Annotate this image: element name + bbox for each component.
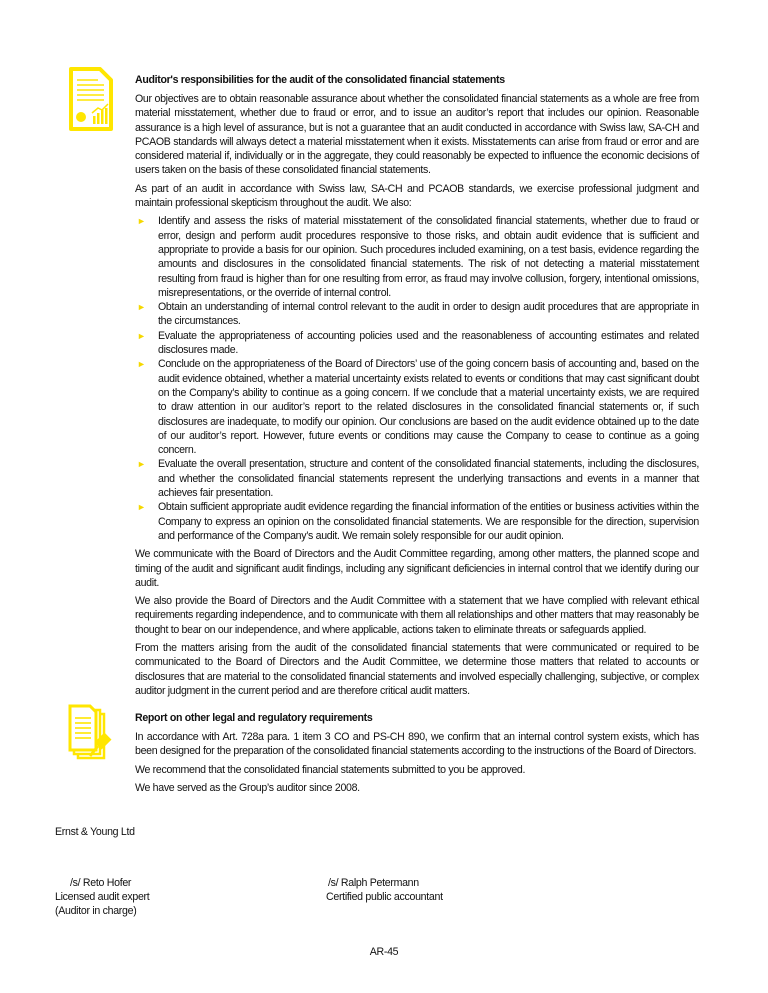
paragraph: We also provide the Board of Directors and the Audit Committee with a statement that we have complied with relevant ethical requirements regarding independence, and to communicate with them all relationships and other matters that may reasonably be thought to bear on our independence, and where applicable, actions taken to eliminate threats or safeguards applied. bbox=[135, 595, 699, 636]
list-item bbox=[135, 214, 699, 300]
list-item bbox=[135, 329, 699, 358]
legal-requirements-section bbox=[135, 711, 699, 799]
list-item-text: Obtain sufficient appropriate audit evidence regarding the financial information of the entities or business activities within the Company to express an opinion on the consolidated financial statements. We are responsible for the direction, supervision and performance of the Company’s audit. We remain solely responsible for our audit opinion. bbox=[158, 501, 699, 542]
bullet-icon: ► bbox=[137, 459, 146, 470]
signatory-block bbox=[55, 876, 149, 918]
list-item-text: Evaluate the appropriateness of accounting policies used and the reasonableness of accounting estimates and related disclosures made. bbox=[158, 329, 699, 357]
paragraph: We have served as the Group’s auditor since 2008. bbox=[135, 781, 360, 794]
signatory-block bbox=[326, 876, 443, 904]
section-heading: Report on other legal and regulatory requirements bbox=[135, 712, 373, 724]
bullet-icon: ► bbox=[137, 502, 146, 513]
auditor-responsibilities-section bbox=[135, 73, 699, 702]
signature: /s/ Reto Hofer bbox=[70, 877, 132, 889]
list-item-text: Identify and assess the risks of material misstatement of the consolidated financial statements, whether due to fraud or error, design and perform audit procedures responsive to those risks, and obtain audit evidence that is sufficient and appropriate to provide a basis for our opinion. Such procedures included examining, on a test basis, evidence regarding the amounts and disclosures in the consolidated financial statements. The risk of not detecting a material misstatement resulting from fraud is higher than for one resulting from error, as fraud may involve collusion, forgery, intentional omissions, misrepresentations, or the override of internal control. bbox=[158, 215, 699, 299]
signature: /s/ Ralph Petermann bbox=[328, 877, 419, 889]
bullet-icon: ► bbox=[137, 302, 146, 313]
list-item bbox=[135, 500, 699, 543]
bullet-icon: ► bbox=[137, 330, 146, 341]
page-number: AR-45 bbox=[369, 946, 399, 958]
paragraph: We recommend that the consolidated financial statements submitted to you be approved. bbox=[135, 763, 526, 776]
paragraph: From the matters arising from the audit of the consolidated financial statements that were communicated or required to be communicated to the Board of Directors and the Audit Committee, we determine those matters that related to accounts or disclosures that are material to the consolidated financial statements and involved especially challenging, subjective, or complex auditor judgment in the current period and are therefore critical audit matters. bbox=[135, 641, 699, 697]
signatory-title: Licensed audit expert bbox=[55, 891, 150, 903]
list-item bbox=[135, 457, 699, 500]
documents-gavel-icon bbox=[68, 704, 116, 764]
list-item-text: Obtain an understanding of internal control relevant to the audit in order to design audit procedures that are appropriate in the circumstances. bbox=[158, 301, 699, 328]
bullet-list bbox=[135, 214, 699, 543]
signatory-title: Certified public accountant bbox=[326, 891, 443, 903]
report-chart-icon bbox=[68, 66, 114, 132]
list-item-text: Evaluate the overall presentation, structure and content of the consolidated financial statements, including the disclosures, and whether the consolidated financial statements represent the underlying transactions and events in a manner that achieves fair presentation. bbox=[158, 458, 699, 500]
paragraph: As part of an audit in accordance with Swiss law, SA-CH and PCAOB standards, we exercise professional judgment and maintain professional skepticism throughout the audit. We also: bbox=[135, 182, 699, 210]
bullet-icon: ► bbox=[137, 216, 146, 227]
firm-name: Ernst & Young Ltd bbox=[55, 826, 135, 838]
signatory-note: (Auditor in charge) bbox=[55, 905, 137, 917]
paragraph: In accordance with Art. 728a para. 1 item 3 CO and PS-CH 890, we confirm that an internal control system exists, which has been designed for the preparation of the consolidated financial statements according to the instructions of the Board of Directors. bbox=[135, 731, 699, 758]
bullet-icon: ► bbox=[137, 359, 146, 370]
list-item bbox=[135, 357, 699, 457]
paragraph: Our objectives are to obtain reasonable assurance about whether the consolidated financial statements as a whole are free from material misstatement, whether due to fraud or error, and to issue an auditor’s report that includes our opinion. Reasonable assurance is a high level of assurance, but is not a guarantee that an audit conducted in accordance with Swiss law, SA-CH and PCAOB standards will always detect a material misstatement when it exists. Misstatements can arise from fraud or error and are considered material if, individually or in the aggregate, they could reasonably be expected to influence the economic decisions of users taken on the basis of these consolidated financial statements. bbox=[135, 93, 699, 177]
paragraph: We communicate with the Board of Directors and the Audit Committee regarding, among other matters, the planned scope and timing of the audit and significant audit findings, including any significant deficiencies in internal control that we identify during our audit. bbox=[135, 548, 699, 589]
list-item bbox=[135, 300, 699, 329]
section-heading: Auditor's responsibilities for the audit of the consolidated financial statements bbox=[135, 74, 505, 86]
list-item-text: Conclude on the appropriateness of the Board of Directors’ use of the going concern basis of accounting and, based on the audit evidence obtained, whether a material uncertainty exists related to events or conditions that may cast significant doubt on the Company’s ability to continue as a going concern. If we conclude that a material uncertainty exists, we are required to draw attention in our auditor’s report to the related disclosures in the consolidated financial statements or, if such disclosures are inadequate, to modify our opinion. Our conclusions are based on the audit evidence obtained up to the date of our auditor’s report. However, future events or conditions may cause the Company to cease to continue as a going concern. bbox=[158, 358, 699, 457]
